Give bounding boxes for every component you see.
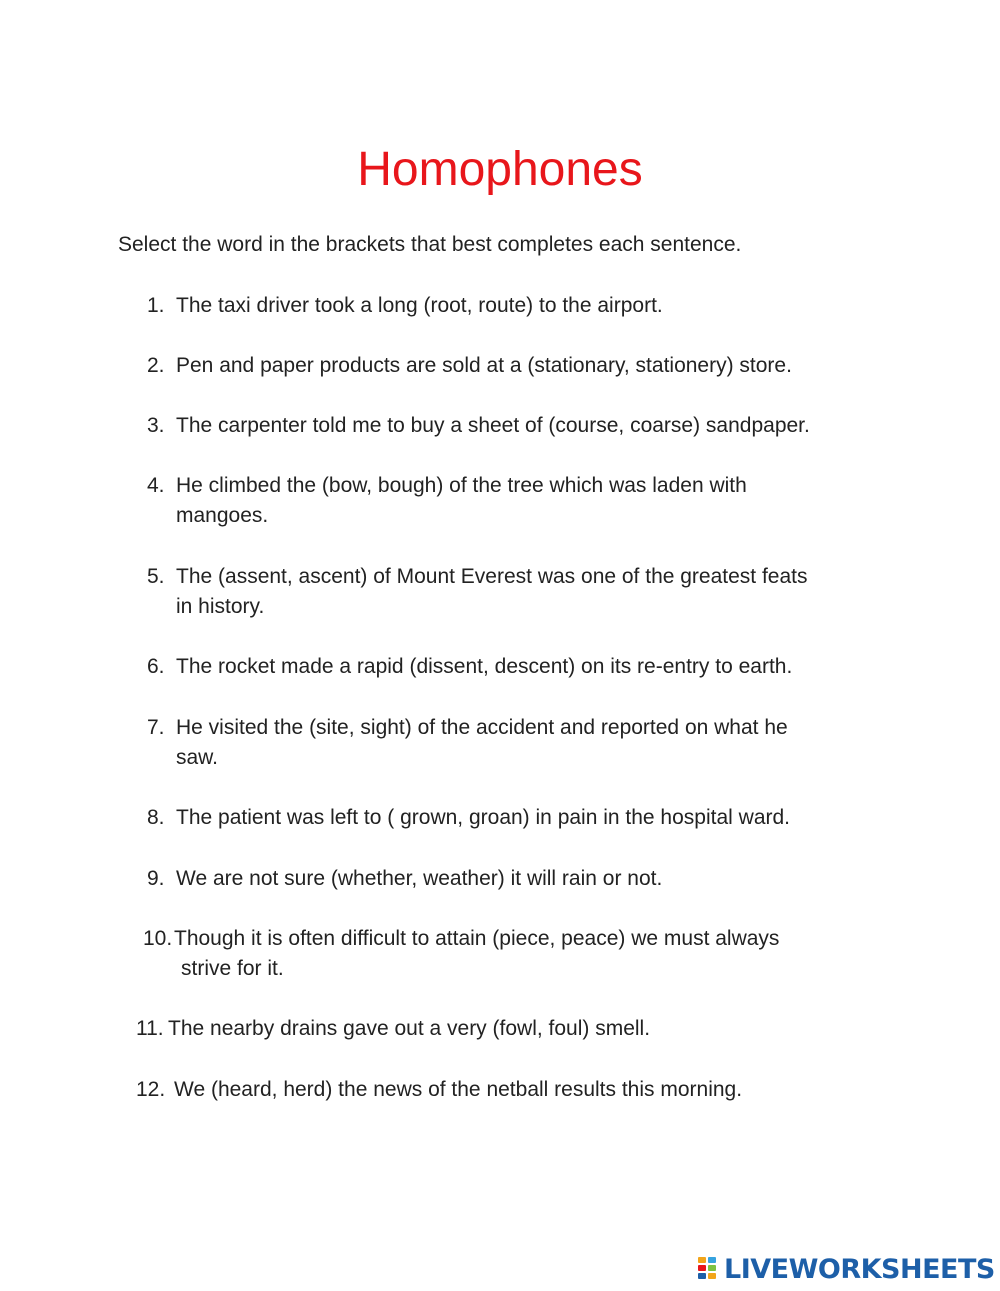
item-text: The (assent, ascent) of Mount Everest was one of the greatest feats [176, 565, 808, 588]
item-text: The nearby drains gave out a very (fowl, foul) smell. [168, 1017, 651, 1040]
item-text-continued: mangoes. [176, 504, 269, 527]
page-title: Homophones [357, 143, 643, 196]
item-number: 12. [136, 1078, 166, 1101]
item-text: The taxi driver took a long (root, route) to the airport. [176, 294, 663, 317]
item-number: 10. [143, 927, 173, 950]
item-text-continued: saw. [176, 746, 219, 769]
item-number: 1. [147, 294, 165, 317]
item-number: 2. [147, 354, 165, 377]
item-number: 8. [147, 806, 165, 829]
logo-text: LIVEWORKSHEETS [724, 1253, 995, 1285]
item-text: The carpenter told me to buy a sheet of (course, coarse) sandpaper. [176, 414, 810, 437]
liveworksheets-logo [698, 1252, 995, 1286]
item-number: 7. [147, 716, 165, 739]
item-number: 5. [147, 565, 165, 588]
item-text: He climbed the (bow, bough) of the tree which was laden with [176, 474, 747, 497]
liveworksheets-logo-icon [698, 1255, 720, 1283]
item-text: Pen and paper products are sold at a (stationary, stationery) store. [176, 354, 792, 377]
item-text: We are not sure (whether, weather) it will rain or not. [176, 867, 663, 890]
item-number: 9. [147, 867, 165, 890]
instructions: Select the word in the brackets that best completes each sentence. [118, 233, 742, 256]
item-number: 3. [147, 414, 165, 437]
item-text: We (heard, herd) the news of the netball results this morning. [174, 1078, 743, 1101]
item-number: 6. [147, 655, 165, 678]
item-number: 11. [136, 1017, 164, 1040]
item-text: Though it is often difficult to attain (piece, peace) we must always [174, 927, 780, 950]
item-text: The rocket made a rapid (dissent, descent) on its re-entry to earth. [176, 655, 793, 678]
item-text-continued: strive for it. [181, 957, 284, 980]
item-text-continued: in history. [176, 595, 265, 618]
item-number: 4. [147, 474, 165, 497]
item-text: He visited the (site, sight) of the accident and reported on what he [176, 716, 788, 739]
item-text: The patient was left to ( grown, groan) in pain in the hospital ward. [176, 806, 791, 829]
